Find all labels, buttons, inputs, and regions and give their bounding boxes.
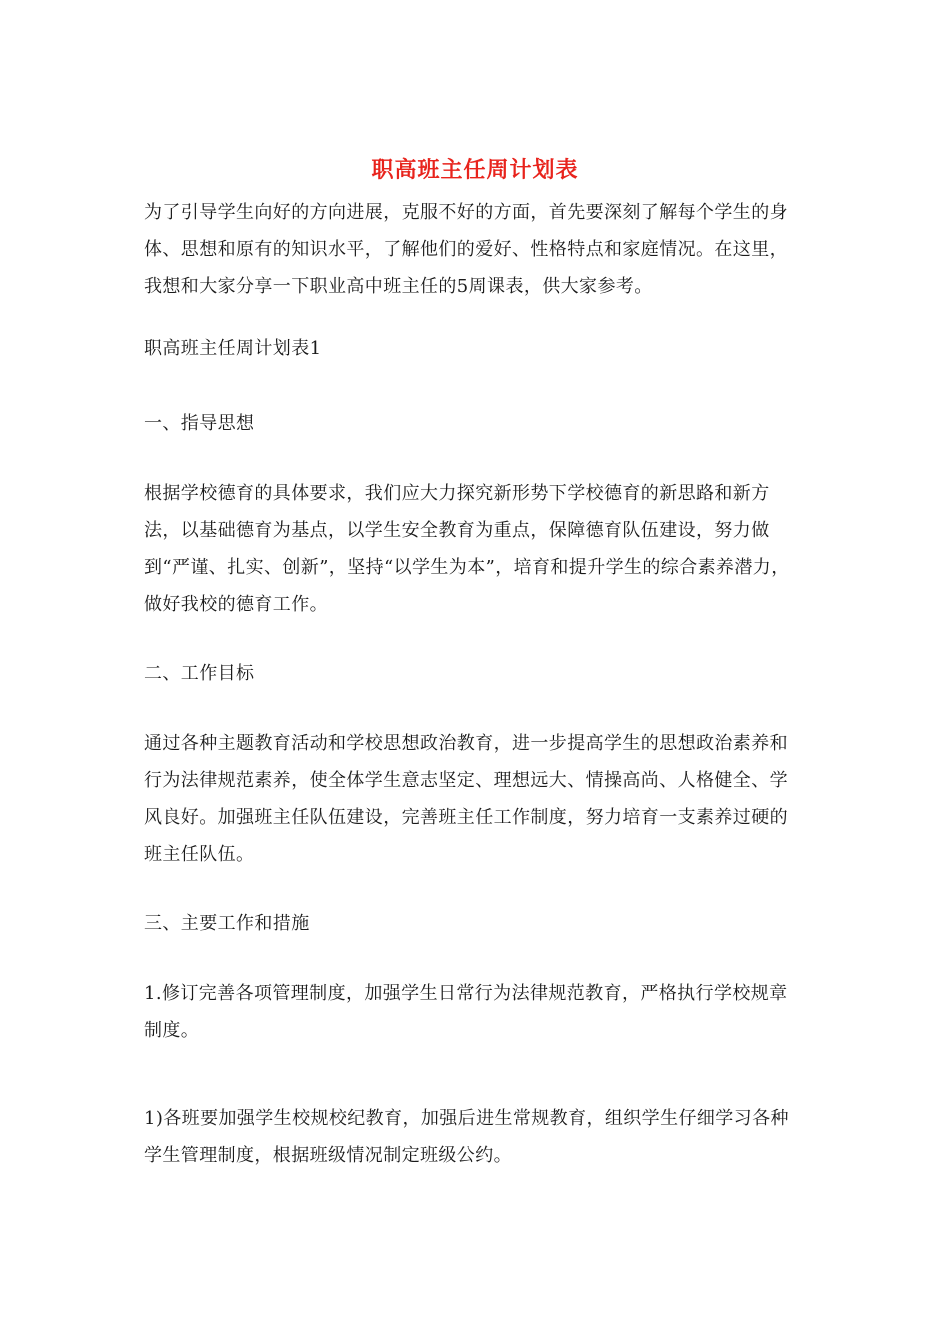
main-work-item-1-sub-1: 1)各班要加强学生校规校纪教育，加强后进生常规教育，组织学生仔细学习各种学生管理制度，根据班级情况制定班级公约。 bbox=[144, 1108, 789, 1166]
section-body-work-goals: 通过各种主题教育活动和学校思想政治教育，进一步提高学生的思想政治素养和行为法律规范素养，使全体学生意志坚定、理想远大、情操高尚、人格健全、学风良好。加强班主任队伍建设，完善班主任工作制度，努力培育一支素养过硬的班主任队伍。 bbox=[144, 733, 788, 865]
section-heading-guiding-idea: 一、指导思想 bbox=[144, 413, 255, 434]
section-heading-main-work: 三、主要工作和措施 bbox=[144, 913, 310, 934]
section-body-guiding-idea: 根据学校德育的具体要求，我们应大力探究新形势下学校德育的新思路和新方法，以基础德育为基点，以学生安全教育为重点，保障德育队伍建设，努力做到“严谨、扎实、创新”，坚持“以学生为本”，培育和提升学生的综合素养潜力，做好我校的德育工作。 bbox=[144, 483, 790, 615]
intro-paragraph: 为了引导学生向好的方向进展，克服不好的方面，首先要深刻了解每个学生的身体、思想和原有的知识水平，了解他们的爱好、性格特点和家庭情况。在这里，我想和大家分享一下职业高中班主任的5周课表，供大家参考。 bbox=[144, 202, 788, 297]
document-title: 职高班主任周计划表 bbox=[371, 157, 579, 183]
section-heading-work-goals: 二、工作目标 bbox=[144, 663, 255, 684]
main-work-item-1: 1.修订完善各项管理制度，加强学生日常行为法律规范教育，严格执行学校规章制度。 bbox=[144, 983, 788, 1041]
plan-subtitle: 职高班主任周计划表1 bbox=[144, 338, 322, 359]
